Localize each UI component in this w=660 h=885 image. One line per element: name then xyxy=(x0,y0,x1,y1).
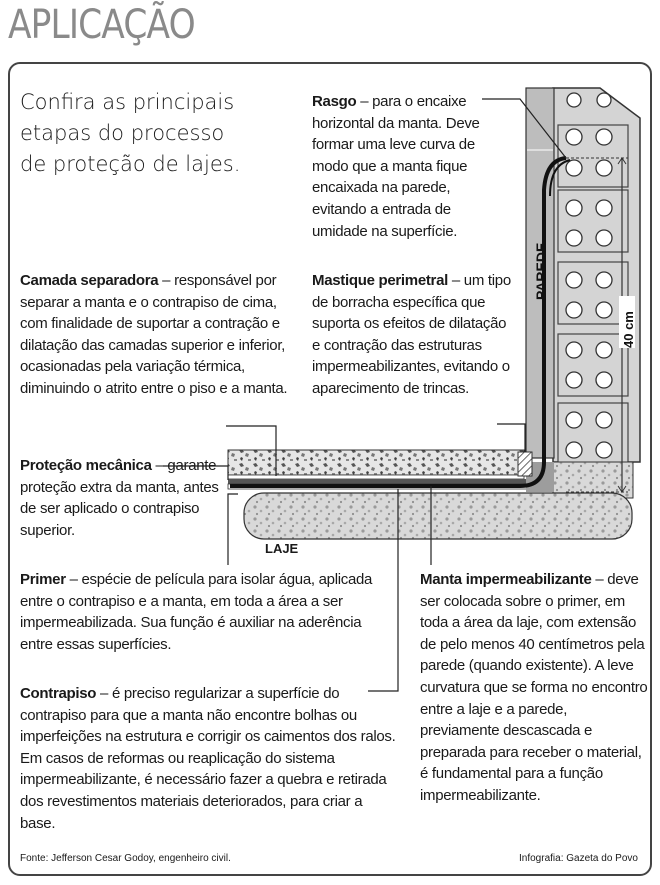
step-rasgo xyxy=(312,91,490,242)
wall-label: PAREDE xyxy=(533,242,549,300)
slab xyxy=(244,493,632,539)
step-title: Rasgo xyxy=(312,93,357,110)
step-title: Contrapiso xyxy=(20,685,97,702)
credit-note: Infografia: Gazeta do Povo xyxy=(519,853,638,864)
step-protecao xyxy=(20,455,225,541)
step-title: Primer xyxy=(20,571,66,588)
leader-primer xyxy=(228,494,238,565)
step-primer xyxy=(20,569,392,655)
slab-label: LAJE xyxy=(265,541,299,556)
step-text: – garante proteção extra da manta, antes de ser aplicado o contrapiso superior. xyxy=(20,457,219,539)
step-text: – responsável por separar a manta e o contrapiso de cima, com finalidade de suportar a contração e dilatação das camadas superior e inferior, ocasionadas pela variação térmica, diminuindo o atrito entre o piso e a manta. xyxy=(20,272,288,397)
step-text: – para o encaixe horizontal da manta. Deve formar uma leve curva de modo que a manta fique encaixada na parede, evitando a entrada de umidade na superfície. xyxy=(312,93,480,240)
step-camada xyxy=(20,270,295,400)
height-label: 40 cm xyxy=(621,311,636,348)
step-title: Camada separadora xyxy=(20,272,159,289)
step-manta xyxy=(420,569,648,807)
step-mastique xyxy=(312,270,512,400)
upper-screed xyxy=(228,450,524,475)
step-text: – um tipo de borracha específica que suporta os efeitos de dilatação e contração das estruturas impermeabilizantes, evitando o aparecimento de trincas. xyxy=(312,272,511,397)
page-title: APLICAÇÃO xyxy=(8,2,195,48)
step-text: – deve ser colocada sobre o primer, em toda a área da laje, com extensão de pelo menos 40 centímetros pela parede (quando existente). A leve curvatura que se forma no encontro entre a laje e a parede, previamente descascada e preparada para receber o material, é fundamental para a função impermeabilizante. xyxy=(420,571,648,804)
step-text: – é preciso regularizar a superfície do contrapiso para que a manta não encontre bolhas ou imperfeições na estrutura e corrigir os caimentos dos ralos. Em casos de reformas ou reaplicação do sistema impermeabilizante, é necessário fazer a quebra e retirada dos revestimentos materiais deteriorados, para criar a base. xyxy=(20,685,396,832)
brick-wall xyxy=(553,88,640,498)
mechanical-protection xyxy=(228,479,538,484)
step-text: – espécie de película para isolar água, aplicada entre o contrapiso e a manta, em toda a área a ser impermeabilizada. Sua função é auxiliar na aderência entre essas superfícies. xyxy=(20,571,373,653)
step-title: Mastique perimetral xyxy=(312,272,449,289)
step-title: Proteção mecânica xyxy=(20,457,152,474)
leader-mastique xyxy=(497,424,525,452)
step-title: Manta impermeabilizante xyxy=(420,571,592,588)
step-contrapiso xyxy=(20,683,398,834)
perimeter-mastic xyxy=(518,452,532,476)
separating-layer xyxy=(228,475,524,479)
intro-text: Confira as principais etapas do processo de proteção de lajes. xyxy=(20,90,241,176)
source-note: Fonte: Jefferson Cesar Godoy, engenheiro civil. xyxy=(20,853,231,864)
